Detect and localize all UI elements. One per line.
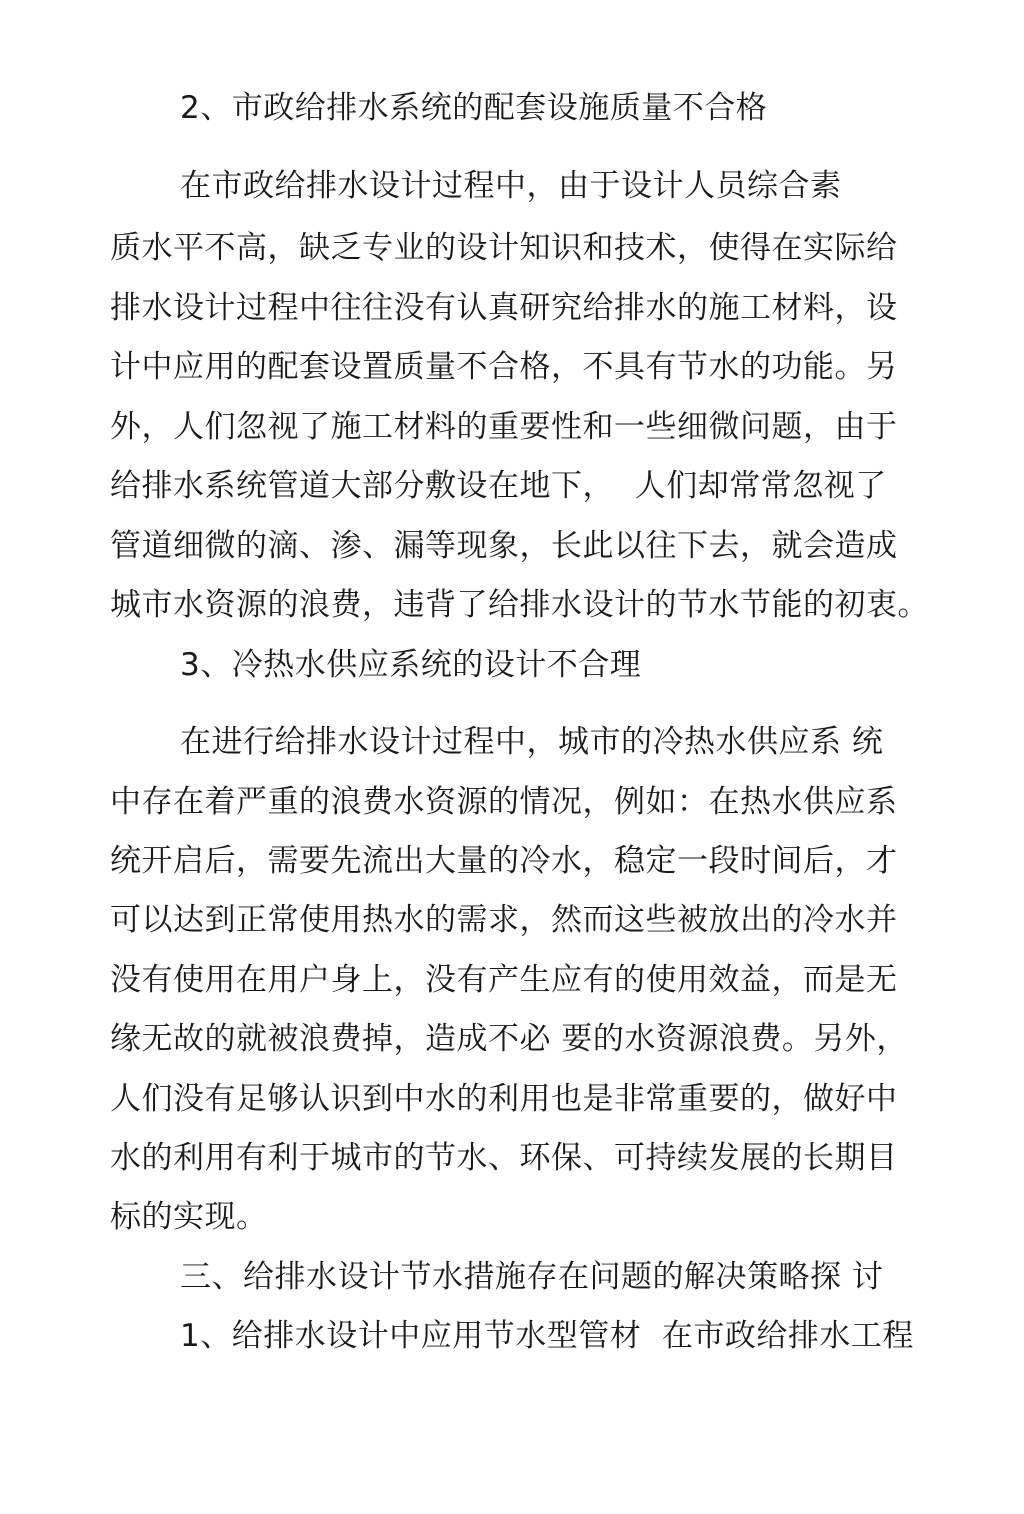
paragraph-line: 人们没有足够认识到中水的利用也是非常重要的，做好中 <box>110 1081 898 1117</box>
paragraph-line: 标的实现。 <box>110 1199 268 1235</box>
paragraph-line: 没有使用在用户身上，没有产生应有的使用效益，而是无 <box>110 962 898 998</box>
paragraph-line: 在市政给排水设计过程中，由于设计人员综合素 <box>180 168 842 204</box>
paragraph-line: 给排水系统管道大部分敷设在地下， 人们却常常忽视了 <box>110 468 887 504</box>
paragraph-line: 中存在着严重的浪费水资源的情况，例如：在热水供应系 <box>110 784 898 820</box>
section-heading-three: 三、给排水设计节水措施存在问题的解决策略探 讨 <box>180 1259 884 1295</box>
paragraph-line: 城市水资源的浪费，违背了给排水设计的节水节能的初衷。 <box>110 587 929 623</box>
paragraph-line: 计中应用的配套设置质量不合格，不具有节水的功能。另 <box>110 349 898 385</box>
paragraph-line: 质水平不高，缺乏专业的设计知识和技术，使得在实际给 <box>110 230 898 266</box>
paragraph-line: 管道细微的滴、渗、漏等现象，长此以往下去，就会造成 <box>110 528 898 564</box>
paragraph-line: 统开启后，需要先流出大量的冷水，稳定一段时间后，才 <box>110 843 898 879</box>
section-heading-3: 3、冷热水供应系统的设计不合理 <box>180 647 642 683</box>
paragraph-line: 在进行给排水设计过程中，城市的冷热水供应系 统 <box>180 724 884 760</box>
paragraph-line: 水的利用有利于城市的节水、环保、可持续发展的长期目 <box>110 1140 898 1176</box>
paragraph-line: 缘无故的就被浪费掉，造成不必 要的水资源浪费。另外， <box>110 1021 908 1057</box>
paragraph-line: 外，人们忽视了施工材料的重要性和一些细微问题，由于 <box>110 409 898 445</box>
paragraph-line: 排水设计过程中往往没有认真研究给排水的施工材料，设 <box>110 290 898 326</box>
subsection-heading-1: 1、给排水设计中应用节水型管材 在市政给排水工程 <box>180 1318 914 1354</box>
section-heading-2: 2、市政给排水系统的配套设施质量不合格 <box>180 90 768 126</box>
paragraph-line: 可以达到正常使用热水的需求，然而这些被放出的冷水并 <box>110 902 898 938</box>
